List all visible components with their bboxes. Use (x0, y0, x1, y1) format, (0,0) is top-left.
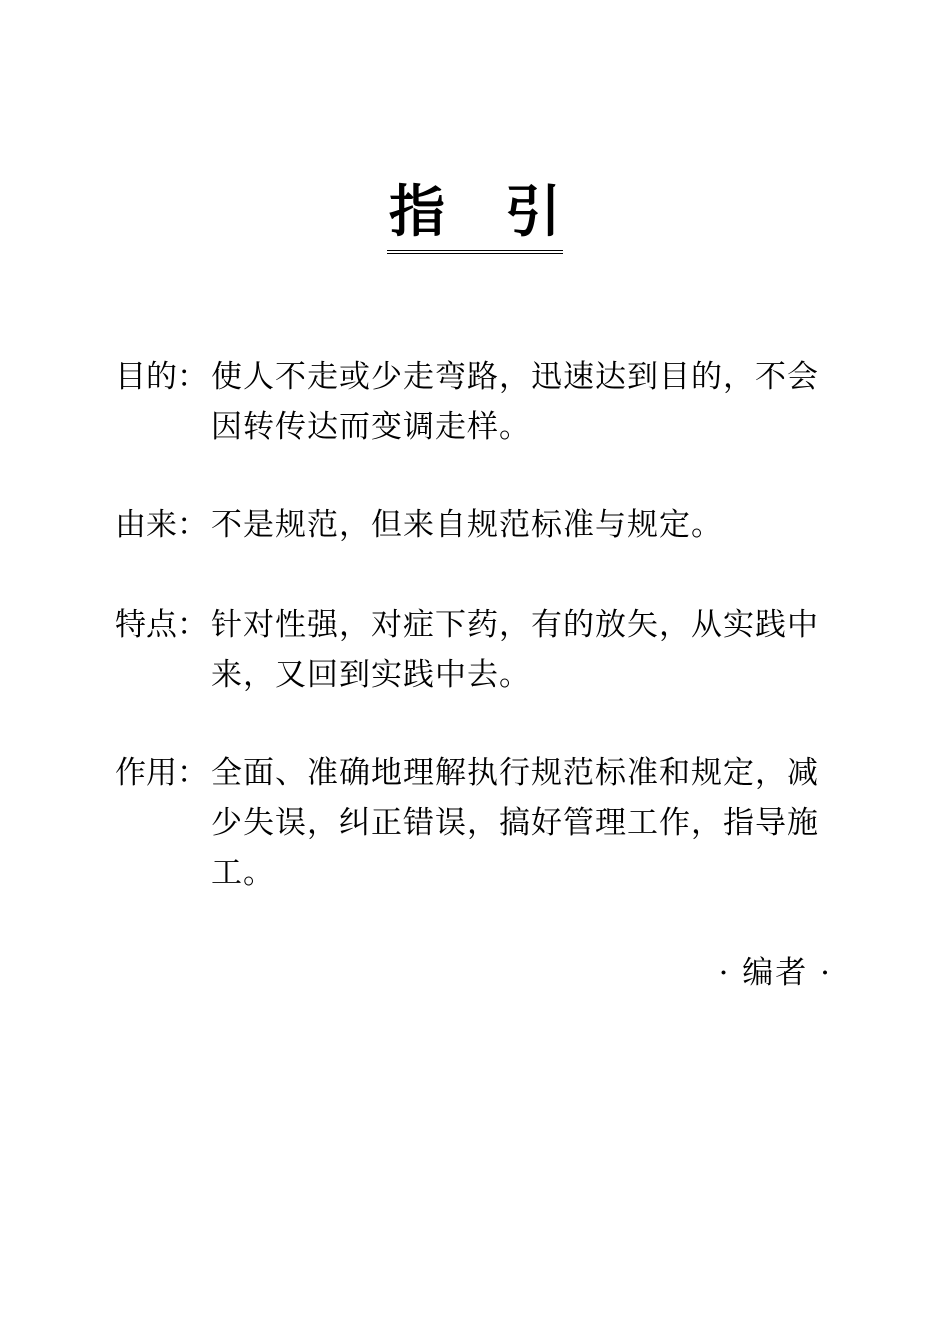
entry-features-text: 针对性强，对症下药，有的放矢，从实践中来，又回到实践中去。 (211, 607, 819, 693)
entry-purpose-label: 目的： (115, 359, 208, 395)
entry-features-label: 特点： (115, 607, 208, 643)
entry-purpose-text: 使人不走或少走弯路，迅速达到目的，不会因转传达而变调走样。 (211, 359, 819, 445)
entry-origin-label: 由来： (115, 507, 208, 543)
title-char-2: 引 (505, 180, 561, 245)
entry-function-label: 作用： (115, 755, 208, 791)
title-char-1: 指 (389, 180, 445, 245)
title-underlined (387, 180, 563, 254)
entry-function-text: 全面、准确地理解执行规范标准和规定，减少失误，纠正错误，搞好管理工作，指导施工。 (211, 755, 819, 891)
editor-signature: · 编者 · (718, 955, 832, 991)
entry-purpose (115, 352, 845, 452)
entry-origin-text: 不是规范，但来自规范标准与规定。 (211, 507, 723, 543)
entry-function (115, 748, 845, 898)
entry-features (115, 600, 845, 700)
entry-origin (115, 500, 845, 550)
page-title (0, 180, 950, 254)
